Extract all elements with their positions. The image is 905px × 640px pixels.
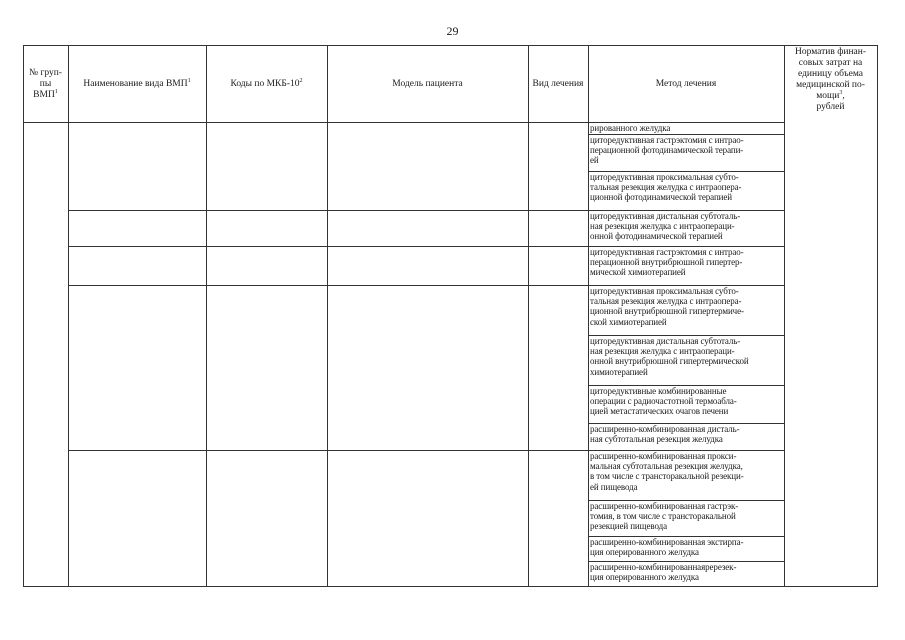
col-border (23, 46, 24, 586)
method-cell: циторедуктивная гастрэктомия с интрао- перационной внутрибрюшной гипертер- мической химиотерапией (590, 247, 744, 278)
method-cell: циторедуктивная дистальная субтоталь- ная резекция желудка с интраопераци- онной фотодинамической терапией (590, 211, 741, 242)
header-icd-codes: Коды по МКБ-$10^2$ (230, 77, 303, 89)
header-patient-model: Модель пациента (392, 78, 463, 89)
method-cell: расширенно-комбинированная прокси- мальная субтотальная резекция желудка, в том числе с трансторакальной резекци- ей пищевода (590, 451, 744, 492)
vmp-table (23, 45, 878, 587)
method-cell: расширенно-комбинированная гастрэк- томия, в том числе с трансторакальной резекцией пищевода (590, 501, 739, 532)
page-number: 29 (446, 24, 459, 38)
method-cell: циторедуктивная проксимальная субто- тальная резекция желудка с интраопера- ционной фотодинамической терапией (590, 172, 742, 203)
method-cell: расширенно-комбинированнаяререзек- ция оперированного желудка (590, 562, 737, 583)
col-border (784, 46, 785, 586)
method-cell: расширенно-комбинированная экстирпа- ция оперированного желудка (590, 537, 744, 558)
header-group-no: № груп- пы ВМП$^1$ (29, 67, 62, 100)
col-border (327, 46, 328, 586)
header-treatment-method: Метод лечения (655, 78, 717, 89)
header-cost-norm: Норматив финан- совых затрат на единицу объема медицинской по- мощи$^3$, рублей (794, 47, 867, 112)
header-treatment-type: Вид лечения (532, 78, 584, 89)
method-cell: рированного желудка (590, 123, 671, 133)
col-border (528, 46, 529, 586)
method-cell: расширенно-комбинированная дисталь- ная субтотальная резекция желудка (590, 424, 740, 445)
col-border (877, 46, 878, 586)
header-vmp-name: Наименование вида ВМП$^1$ (83, 77, 191, 89)
method-cell: циторедуктивная гастрэктомия с интрао- перационной фотодинамической терапи- ей (590, 135, 744, 166)
col-border (68, 46, 69, 586)
method-cell: циторедуктивные комбинированные операции с радиочастотной термоабла- цией метастатических очагов печени (590, 386, 737, 417)
header-divider-cost (784, 122, 877, 123)
method-cell: циторедуктивная дистальная субтоталь- ная резекция желудка с интраопераци- онной внутрибрюшной гипертермической химиотерапией (590, 336, 749, 377)
col-border (206, 46, 207, 586)
method-cell: циторедуктивная проксимальная субто- тальная резекция желудка с интраопера- ционной внутрибрюшной гипертермиче- ской химиотерапией (590, 286, 744, 327)
